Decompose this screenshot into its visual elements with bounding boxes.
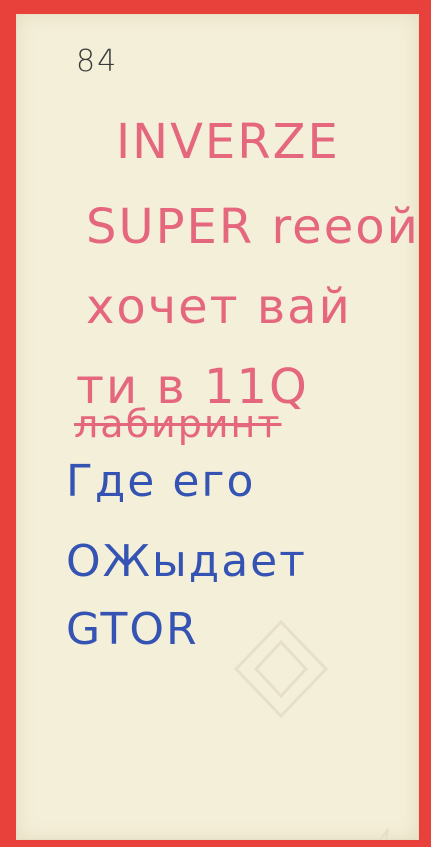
red-line-2: SUPER reeoй <box>86 199 420 255</box>
blue-line-2: ОЖыдает <box>66 536 307 587</box>
blue-line-1: Где его <box>66 456 256 507</box>
red-line-5-struck: лабиринт <box>74 402 282 446</box>
page-number: 84 <box>76 44 119 79</box>
blue-line-3: GTOR <box>66 604 199 655</box>
embossed-diamond-mark <box>226 614 336 724</box>
red-line-4: ти в 11Q <box>76 359 309 415</box>
paper-sheet <box>16 14 419 840</box>
red-line-1: INVERZE <box>116 114 340 170</box>
red-line-3: хочет вай <box>86 279 352 335</box>
